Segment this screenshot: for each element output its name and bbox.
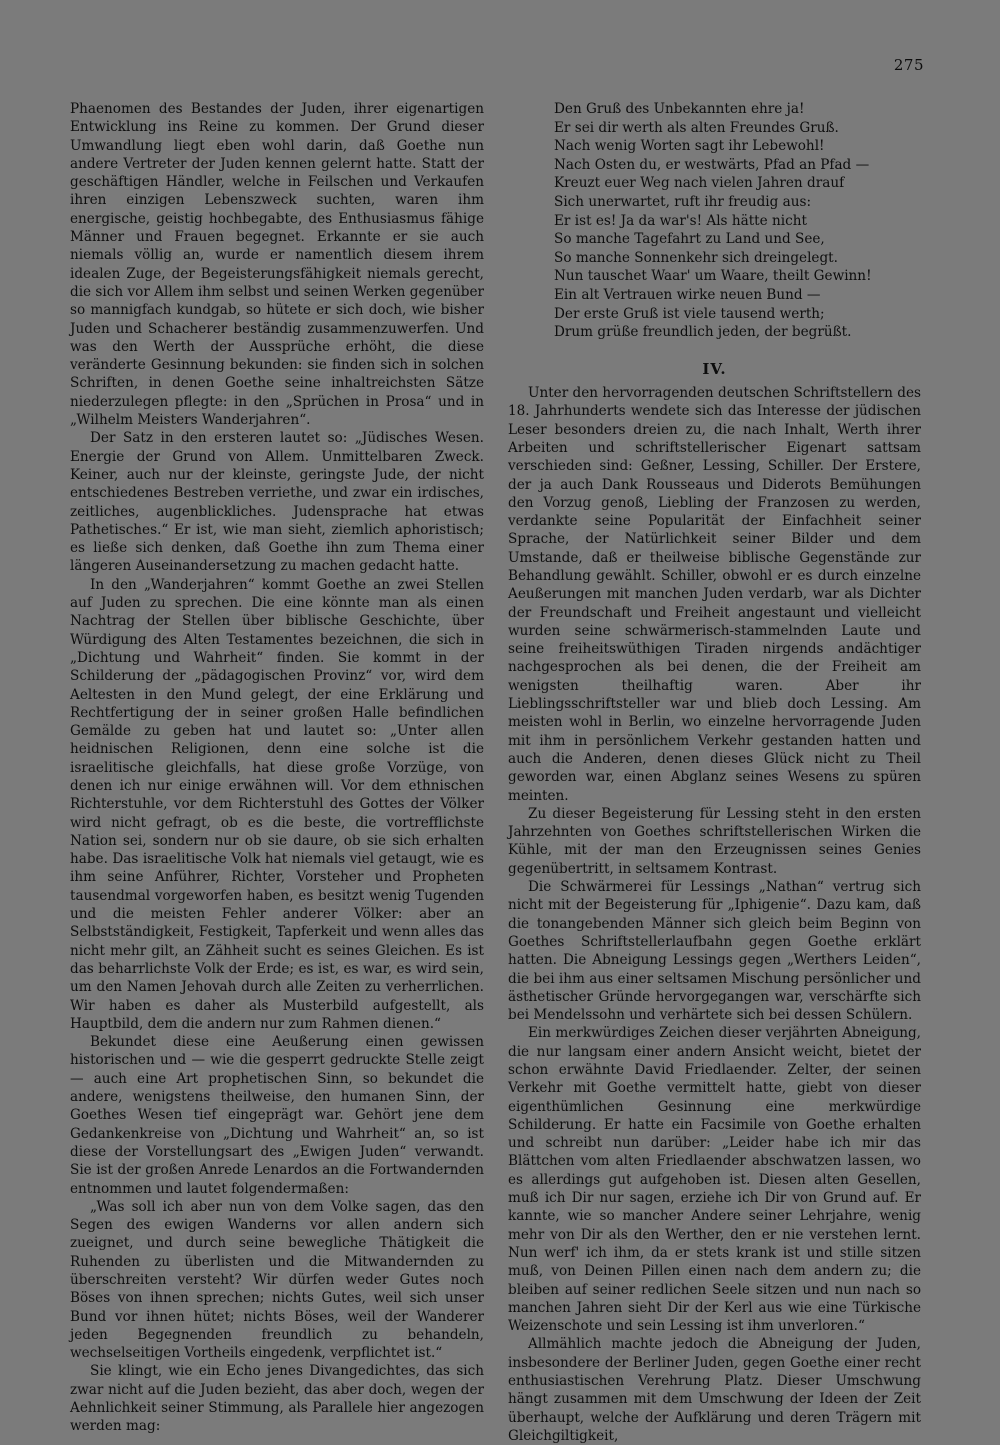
section-heading: IV. <box>702 359 727 378</box>
poem-line: Er ist es! Ja da war's! Als hätte nicht <box>554 212 807 229</box>
poem-line: So manche Tagefahrt zu Land und See, <box>554 231 825 248</box>
poem-line: So manche Sonnenkehr sich dreingelegt. <box>554 249 838 266</box>
paragraph: Unter den hervorragenden deutschen Schriftstellern des 18. Jahrhunderts wendete sich das Interesse der jüdischen Leser besonders dreien zu, die nach Inhalt, Werth ihrer Arbeiten und schriftstellerischer Eigenart sattsam verschieden sind: Geßner, Lessing, Schiller. Der Erstere, der ja auch Dank Rousseaus und Diderots Bemühungen den Vorzug genoß, Liebling der Franzosen zu werden, verdankte seine Popularität der Einfachheit seiner Sprache, der Natürlichkeit seiner Bilder und dem Umstande, daß er theilweise biblische Gegenstände zur Behandlung gewählt. Schiller, obwohl er es durch einzelne Aeußerungen mit manchen Juden verdarb, war als Dichter der Freundschaft und Freiheit angestaunt und vielleicht wurden seine schwärmerisch-stammelnden Laute und seine freiheitswüthigen Tiraden nirgends andächtiger nachgesprochen als bei denen, die der Freiheit am wenigsten theilhaftig waren. Aber ihr Lieblingsschriftsteller war und blieb doch Lessing. Am meisten wohl in Berlin, wo einzelne hervorragende Juden mit ihm in persönlichem Verkehr gestanden hatten und auch die Anderen, denen dieses Glück nicht zu Theil geworden war, einen Abglanz seines Wesens zu spüren meinten. <box>508 385 921 804</box>
poem-line: Drum grüße freundlich jeden, der begrüßt. <box>554 324 852 341</box>
paragraph: Phaenomen des Bestandes der Juden, ihrer eigenartigen Entwicklung ins Reine zu kommen. Der Grund dieser Umwandlung liegt eben wohl darin, daß Goethe nun andere Vertreter der Juden kennen gelernt hatte. Statt der geschäftigen Händler, welche in Feilschen und Verkaufen ihren einzigen Lebenszweck suchten, waren ihm energische, geistig hochbegabte, des Enthusiasmus fähige Männer und Frauen begegnet. Erkannte er sie auch niemals völlig an, wurde er namentlich diesem ihrem idealen Zuge, der Begeisterungsfähigkeit niemals gerecht, die sich vor Allem ihm selbst und seinen Werken gegenüber so mannigfach kundgab, so hütete er sich doch, wie bisher Juden und Schacherer beständig zusammenzuwerfen. Und was den Werth der Aussprüche erhöht, die diese veränderte Gesinnung bekunden: sie finden sich in solchen Schriften, in denen Goethe seine inhaltreichsten Sätze niederzulegen pflegte: in den „Sprüchen in Prosa“ und in „Wilhelm Meisters Wanderjahren“. <box>70 101 484 429</box>
paragraph: Die Schwärmerei für Lessings „Nathan“ vertrug sich nicht mit der Begeisterung für „Iphigenie“. Dazu kam, daß die tonangebenden Männer sich gleich beim Beginn von Goethes Schriftstellerlaufbahn gegen Goethe erklärt hatten. Die Abneigung Lessings gegen „Werthers Leiden“, die bei ihm aus einer seltsamen Mischung persönlicher und ästhetischer Gründe hervorgegangen war, verschärfte sich bei Mendelssohn und verhärtete sich bei dessen Schülern. <box>508 879 921 1024</box>
paragraph: Ein merkwürdiges Zeichen dieser verjährten Abneigung, die nur langsam einer andern Ansicht weicht, bietet der schon erwähnte David Friedlaender. Zelter, der seinen Verkehr mit Goethe vermittelt hatte, giebt von dieser eigenthümlichen Gesinnung eine merkwürdige Schilderung. Er hatte ein Facsimile von Goethe erhalten und schreibt nun darüber: „Leider habe ich mir das Blättchen vom alten Friedlaender abschwatzen lassen, wo es allerdings gut aufgehoben ist. Diesen alten Gesellen, muß ich Dir nur sagen, erziehe ich Dir von Grund auf. Er kannte, wie so mancher Andere seiner Lehrjahre, wenig mehr von Dir als den Werther, den er nie verstehen lernt. Nun werf' ich ihm, da er stets krank ist und stille sitzen muß, von Deinen Pillen einen nach dem andern zu; die bleiben auf seiner redlichen Seele sitzen und nun nach so manchen Jahren sieht Dir der Kerl aus wie eine Türkische Weizenschote und sein Lessing ist ihm unverloren.“ <box>508 1025 921 1335</box>
poem-line: Er sei dir werth als alten Freundes Gruß. <box>554 119 839 136</box>
right-column <box>508 100 921 1445</box>
poem <box>554 100 921 342</box>
poem-line: Der erste Gruß ist viele tausend werth; <box>554 305 825 322</box>
poem-line: Ein alt Vertrauen wirke neuen Bund — <box>554 286 821 303</box>
poem-line: Kreuzt euer Weg nach vielen Jahren drauf <box>554 175 845 192</box>
paragraph: In den „Wanderjahren“ kommt Goethe an zwei Stellen auf Juden zu sprechen. Die eine könnte man als einen Nachtrag der Stellen über biblische Geschichte, über Würdigung des Alten Testamentes bezeichnen, die sich in „Dichtung und Wahrheit“ finden. Sie kommt in der Schilderung der „pädagogischen Provinz“ vor, wird dem Aeltesten in den Mund gelegt, der eine Erklärung und Rechtfertigung der in seiner großen Halle befindlichen Gemälde zu geben hat und lautet so: „Unter allen heidnischen Religionen, denn eine solche ist die israelitische gleichfalls, hat diese große Vorzüge, von denen ich nur einige erwähnen will. Vor dem ethnischen Richterstuhle, vor dem Richterstuhl des Gottes der Völker wird nicht gefragt, ob es die beste, die vortrefflichste Nation sei, sondern nur ob sie daure, ob sie sich erhalten habe. Das israelitische Volk hat niemals viel getaugt, wie es ihm seine Anführer, Richter, Vorsteher und Propheten tausendmal vorgeworfen haben, es besitzt wenig Tugenden und die meisten Fehler anderer Völker: aber an Selbstständigkeit, Festigkeit, Tapferkeit und wenn alles das nicht mehr gilt, an Zähheit sucht es seines Gleichen. Es ist das beharrlichste Volk der Erde; es ist, es war, es wird sein, um den Namen Jehovah durch alle Zeiten zu verherrlichen. Wir haben es daher als Musterbild aufgestellt, als Hauptbild, dem die andern nur zum Rahmen dienen.“ <box>70 576 484 1032</box>
poem-line: Nach wenig Worten sagt ihr Lebewohl! <box>554 138 825 155</box>
paragraph: Der Satz in den ersteren lautet so: „Jüdisches Wesen. Energie der Grund von Allem. Unmittelbaren Zweck. Keiner, auch nur der kleinste, geringste Jude, der nicht entschiedenes Bestreben verriethe, und zwar ein irdisches, zeitliches, augenblickliches. Judensprache hat etwas Pathetisches.“ Er ist, wie man sieht, ziemlich aphoristisch; es ließe sich denken, daß Goethe ihn zum Thema einer längeren Auseinandersetzung zu machen gedacht hatte. <box>70 430 484 575</box>
paragraph: Bekundet diese eine Aeußerung einen gewissen historischen und — wie die gesperrt gedruckte Stelle zeigt — auch eine Art prophetischen Sinn, so bekundet die andere, wenigstens theilweise, den humanen Sinn, der Goethes Wesen tief eingeprägt war. Gehört jene dem Gedankenkreise von „Dichtung und Wahrheit“ an, so ist diese der Vorstellungsart des „Ewigen Juden“ verwandt. Sie ist der großen Anrede Lenardos an die Fortwandernden entnommen und lautet folgendermaßen: <box>70 1034 484 1197</box>
quoted-passage: „Was soll ich aber nun von dem Volke sagen, das den Segen des ewigen Wanderns vor allen andern sich zueignet, und durch seine bewegliche Thätigkeit die Ruhenden zu überlisten und die Mitwandernden zu überschreiten versteht? Wir dürfen weder Gutes noch Böses von ihnen sprechen; nichts Gutes, weil sich unser Bund vor ihnen hütet; nichts Böses, weil der Wanderer jeden Begegnenden freundlich zu behandeln, wechselseitigen Vortheils eingedenk, verpflichtet ist.“ <box>70 1198 484 1362</box>
page-number: 275 <box>893 56 924 74</box>
poem-line: Nach Osten du, er westwärts, Pfad an Pfad — <box>554 156 870 173</box>
left-column <box>70 100 484 1436</box>
paragraph: Allmählich machte jedoch die Abneigung der Juden, insbesondere der Berliner Juden, gegen Goethe einer recht enthusiastischen Verehrung Platz. Dieser Umschwung hängt zusammen mit dem Umschwung der Ideen der Zeit überhaupt, welche der Aufklärung und deren Trägern mit Gleichgiltigkeit, <box>508 1336 921 1444</box>
poem-line: Den Gruß des Unbekannten ehre ja! <box>554 101 805 117</box>
paragraph: Zu dieser Begeisterung für Lessing steht in den ersten Jahrzehnten von Goethes schriftstellerischen Wirken die Kühle, mit der man den Erzeugnissen seines Genies gegenübertritt, in seltsamem Kontrast. <box>508 805 921 877</box>
paragraph: Sie klingt, wie ein Echo jenes Divangedichtes, das sich zwar nicht auf die Juden bezieht, das aber doch, wegen der Aehnlichkeit seiner Stimmung, als Parallele hier angezogen werden mag: <box>70 1363 484 1435</box>
poem-line: Sich unerwartet, ruft ihr freudig aus: <box>554 193 812 210</box>
poem-line: Nun tauschet Waar' um Waare, theilt Gewinn! <box>554 268 872 285</box>
